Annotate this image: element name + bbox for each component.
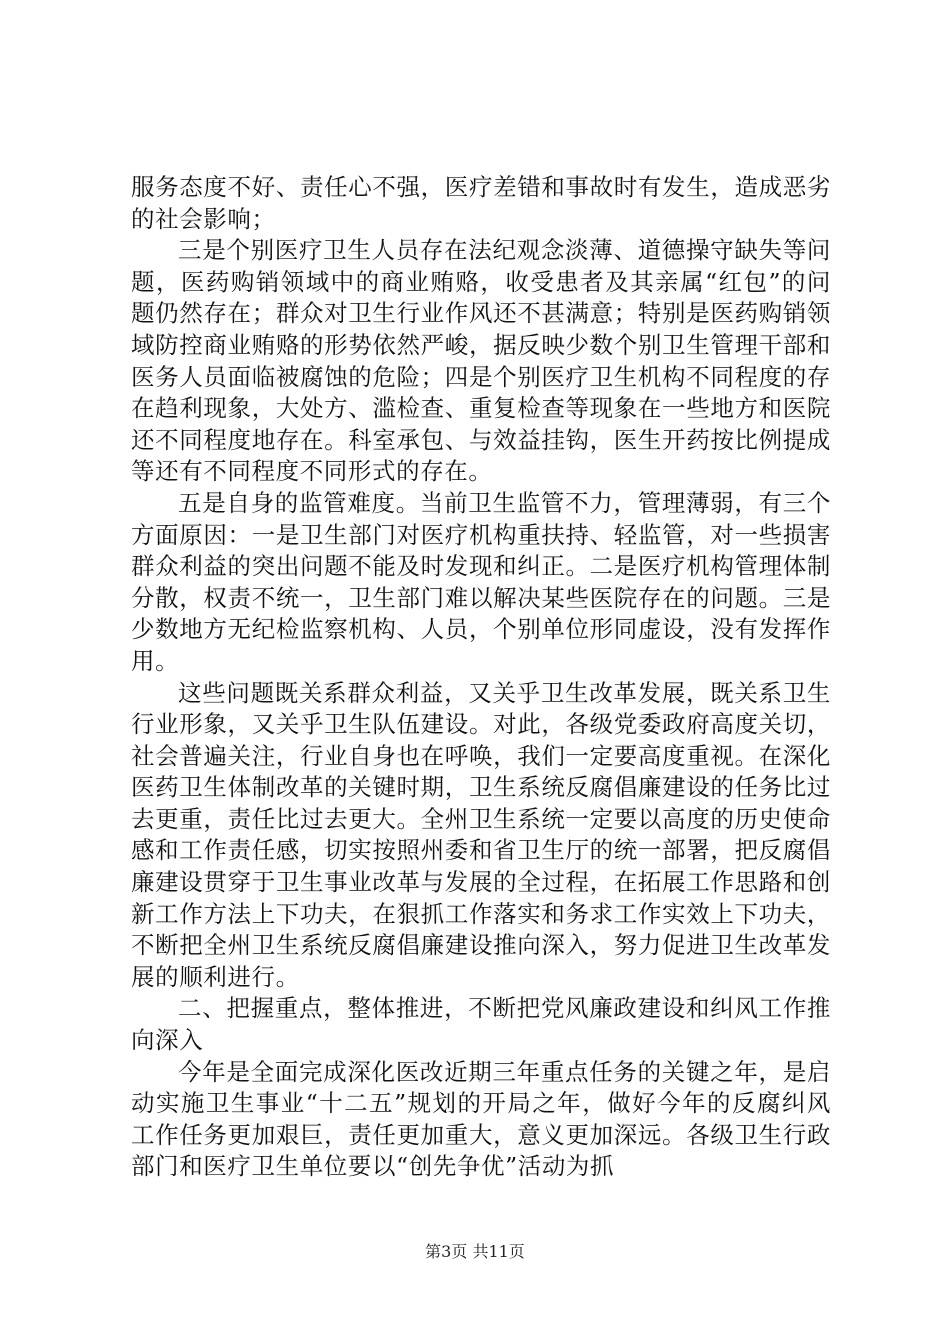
page-number: 第3页 共11页 (425, 1242, 525, 1261)
paragraph-4: 这些问题既关系群众利益，又关乎卫生改革发展，既关系卫生行业形象，又关乎卫生队伍建设。对此，各级党委政府高度关切，社会普遍关注，行业自身也在呼唤，我们一定要高度重视。在深化医药卫生体制改革的关键时期，卫生系统反腐倡廉建设的任务比过去更重，责任比过去更大。全州卫生系统一定要以高度的历史使命感和工作责任感，切实按照州委和省卫生厅的统一部署，把反腐倡廉建设贯穿于卫生事业改革与发展的全过程，在拓展工作思路和创新工作方法上下功夫，在狠抓工作落实和务求工作实效上下功夫，不断把全州卫生系统反腐倡廉建设推向深入，努力促进卫生改革发展的顺利进行。 (131, 678, 831, 991)
body-text (131, 172, 831, 1183)
paragraph-1: 服务态度不好、责任心不强，医疗差错和事故时有发生，造成恶劣的社会影响； (131, 173, 831, 233)
paragraph-5: 今年是全面完成深化医改近期三年重点任务的关键之年，是启动实施卫生事业“十二五”规划的开局之年，做好今年的反腐纠风工作任务更加艰巨，责任更加重大，意义更加深远。各级卫生行政部门和医疗卫生单位要以“创先争优”活动为抓 (131, 1057, 831, 1181)
page-footer (0, 1242, 950, 1262)
section-heading: 二、把握重点，整体推进，不断把党风廉政建设和纠风工作推向深入 (131, 994, 831, 1055)
paragraph-3: 五是自身的监管难度。当前卫生监管不力，管理薄弱，有三个方面原因：一是卫生部门对医疗机构重扶持、轻监管，对一些损害群众利益的突出问题不能及时发现和纠正。二是医疗机构管理体制分散，权责不统一，卫生部门难以解决某些医院存在的问题。三是少数地方无纪检监察机构、人员，个别单位形同虚设，没有发挥作用。 (131, 488, 831, 675)
paragraph-2: 三是个别医疗卫生人员存在法纪观念淡薄、道德操守缺失等问题，医药购销领域中的商业贿赂，收受患者及其亲属“红包”的问题仍然存在；群众对卫生行业作风还不甚满意；特别是医药购销领域防控商业贿赂的形势依然严峻，据反映少数个别卫生管理干部和医务人员面临被腐蚀的危险；四是个别医疗卫生机构不同程度的存在趋利现象，大处方、滥检查、重复检查等现象在一些地方和医院还不同程度地存在。科室承包、与效益挂钩，医生开药按比例提成等还有不同程度不同形式的存在。 (131, 236, 831, 486)
